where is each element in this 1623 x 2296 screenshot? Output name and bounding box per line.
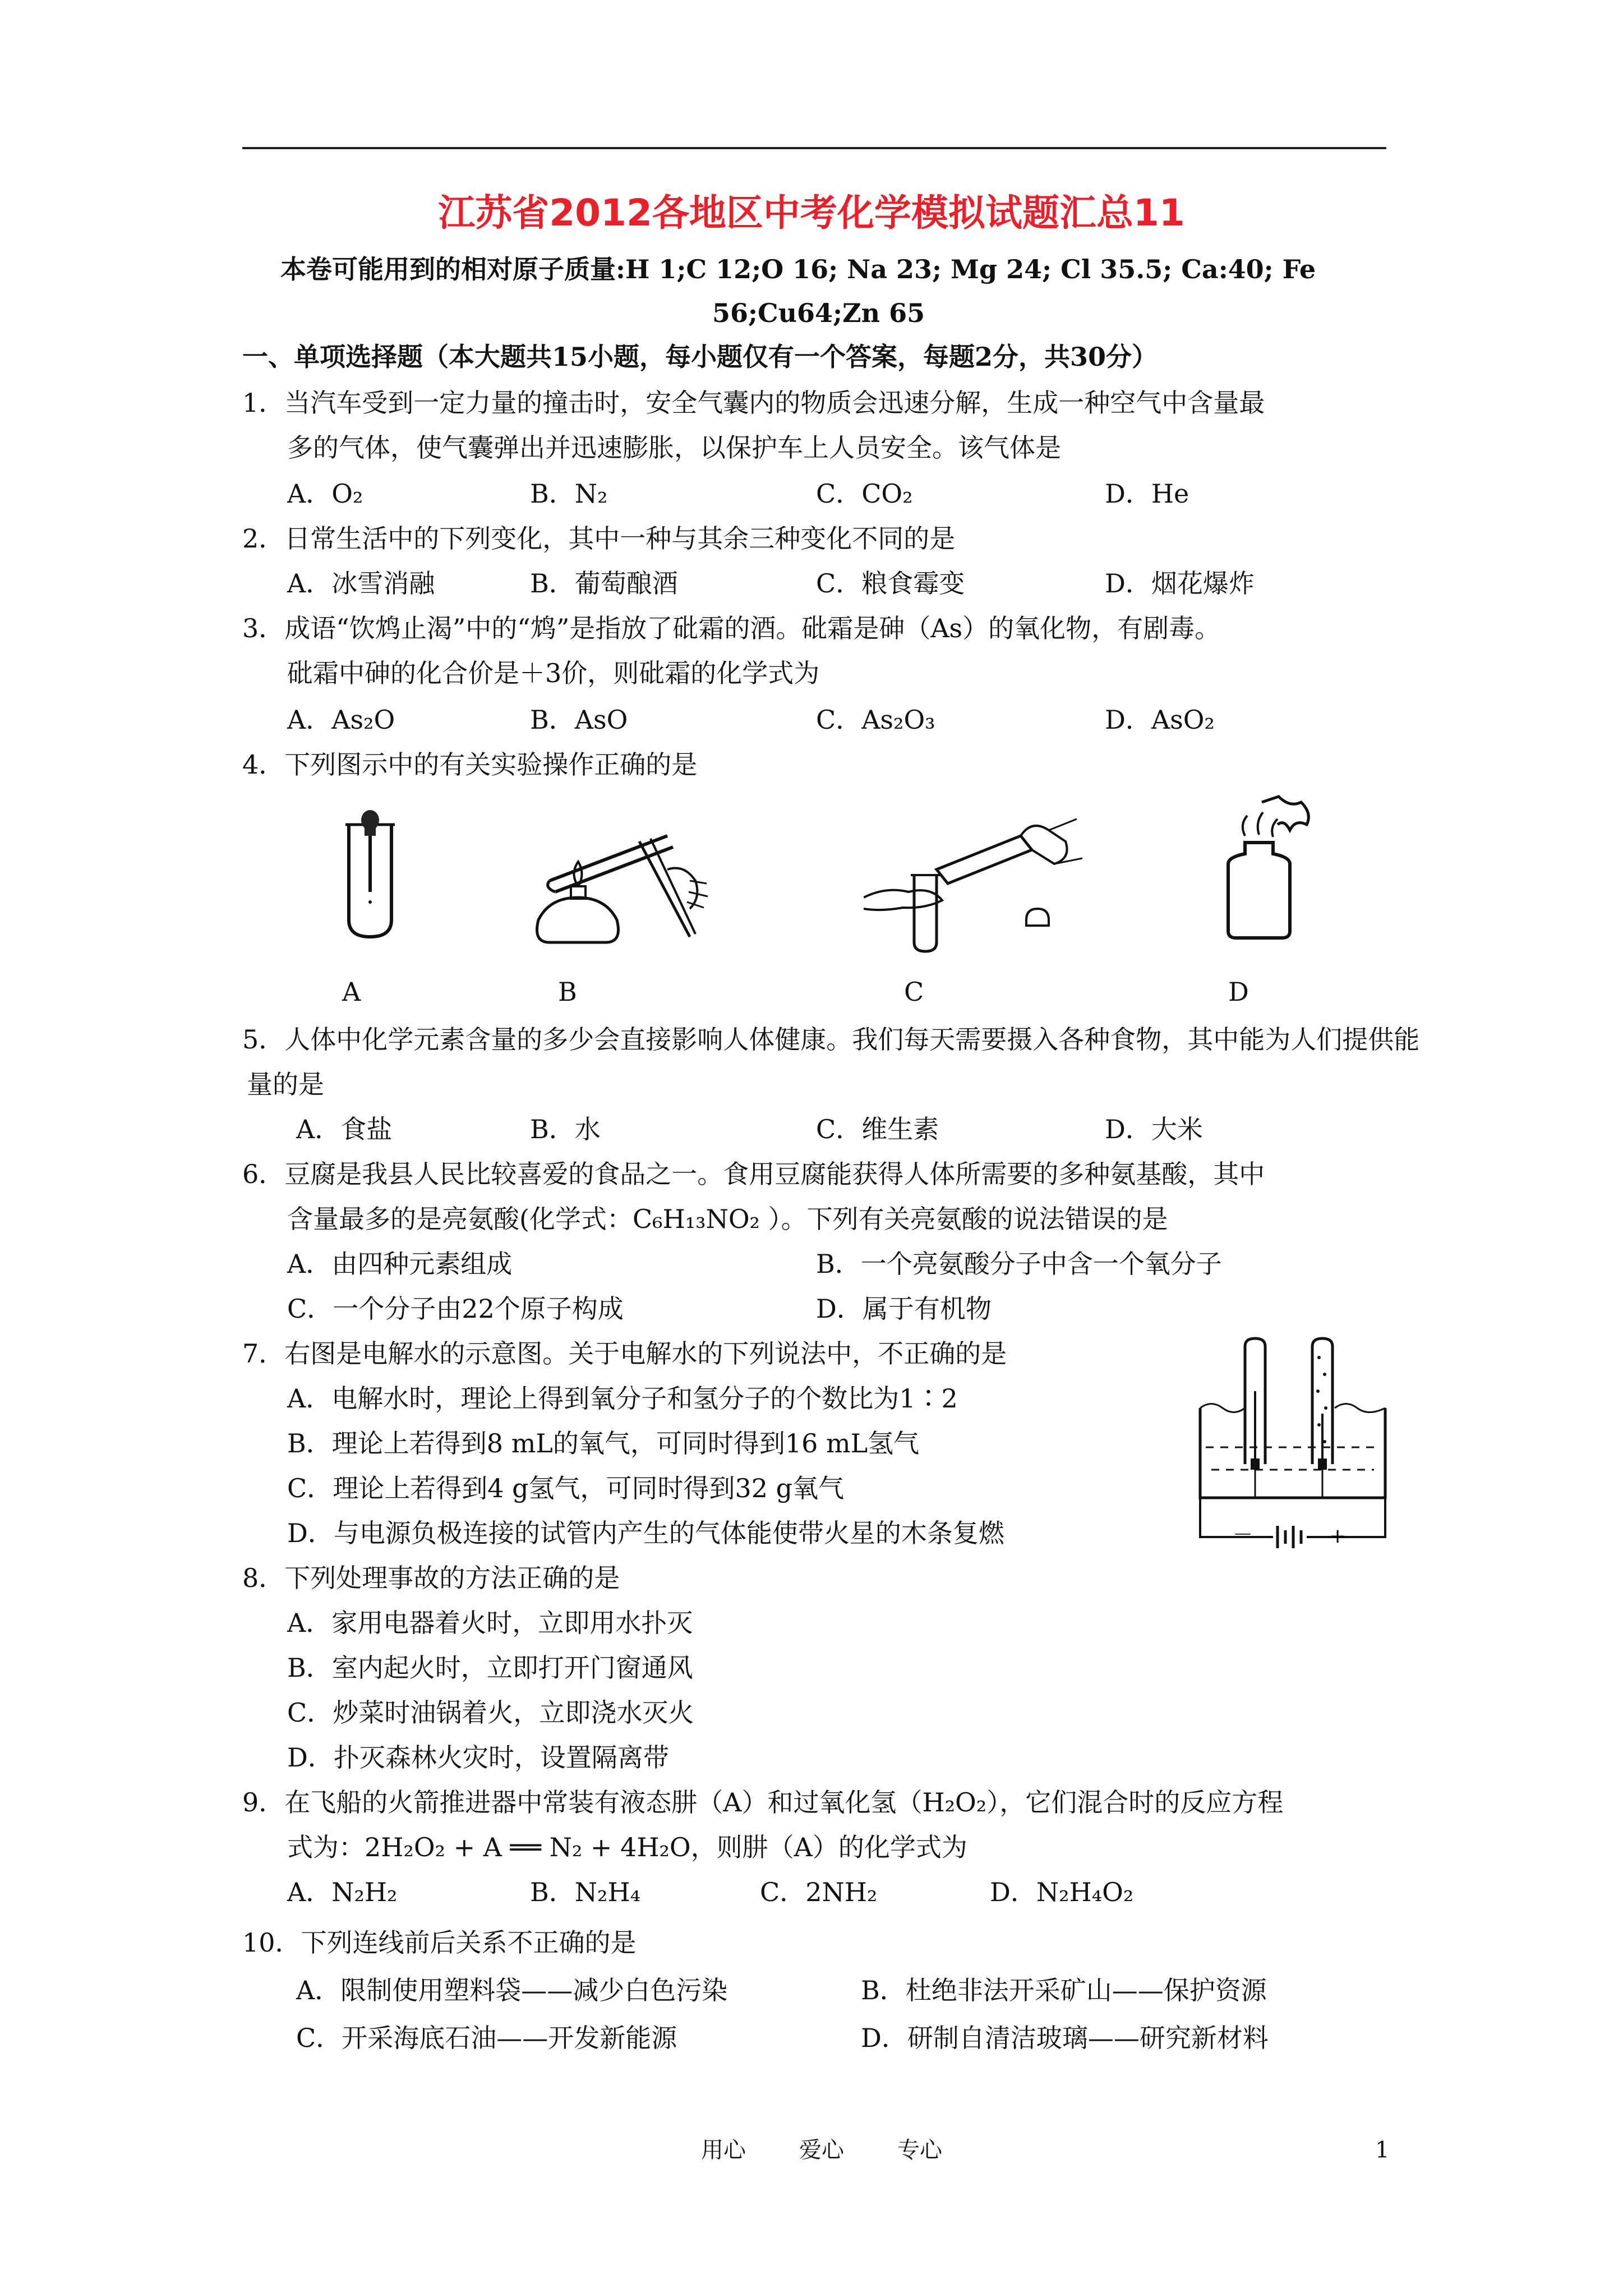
q1-option-b: B．N₂ (530, 478, 608, 509)
fig-d-label: D (1228, 977, 1249, 1007)
q9-option-a: A．N₂H₂ (287, 1877, 398, 1907)
q5-option-b: B．水 (530, 1114, 601, 1144)
footer-motto-2: 爱心 (799, 2137, 844, 2163)
footer-motto-1: 用心 (701, 2137, 746, 2163)
q6-stem-line1: 6．豆腐是我县人民比较喜爱的食品之一。食用豆腐能获得人体所需要的多种氨基酸，其中 (242, 1159, 1265, 1189)
q5-stem-line2: 量的是 (247, 1069, 324, 1099)
q5-option-c: C．维生素 (816, 1114, 939, 1144)
q1-option-c: C．CO₂ (816, 478, 913, 509)
section-title: 一、单项选择题（本大题共15小题，每小题仅有一个答案，每题2分，共30分） (242, 342, 1158, 372)
q6-option-b: B．一个亮氨酸分子中含一个氧分子 (816, 1249, 1222, 1279)
q2-stem: 2．日常生活中的下列变化，其中一种与其余三种变化不同的是 (242, 523, 956, 554)
q8-stem: 8．下列处理事故的方法正确的是 (242, 1563, 620, 1593)
q7-option-b: B．理论上若得到8 mL的氧气，可同时得到16 mL氢气 (287, 1428, 920, 1458)
q2-option-a: A．冰雪消融 (287, 568, 435, 599)
q8-option-a: A．家用电器着火时，立即用水扑灭 (287, 1608, 693, 1638)
q7-option-c: C．理论上若得到4 g氢气，可同时得到32 g氧气 (287, 1473, 845, 1503)
q5-option-d: D．大米 (1105, 1114, 1203, 1144)
q3-option-d: D．AsO₂ (1105, 705, 1215, 735)
q7-option-a: A．电解水时，理论上得到氧分子和氢分子的个数比为1∶2 (287, 1383, 958, 1414)
fig-b-heating-tube (527, 808, 729, 954)
q1-stem-line2: 多的气体，使气囊弹出并迅速膨胀，以保护车上人员安全。该气体是 (287, 432, 1061, 463)
q9-option-d: D．N₂H₄O₂ (990, 1877, 1134, 1907)
q5-stem-line1: 5．人体中化学元素含量的多少会直接影响人体健康。我们每天需要摄入各种食物，其中能为人们提供能 (242, 1024, 1420, 1055)
q1-option-a: A．O₂ (287, 478, 363, 509)
q7-stem: 7．右图是电解水的示意图。关于电解水的下列说法中，不正确的是 (242, 1338, 1007, 1369)
q3-option-b: B．AsO (530, 705, 628, 735)
q10-option-b: B．杜绝非法开采矿山——保护资源 (861, 1975, 1267, 2005)
q8-option-b: B．室内起火时，立即打开门窗通风 (287, 1653, 693, 1683)
minus-sign: － (1233, 1524, 1253, 1547)
q7-option-d: D．与电源负极连接的试管内产生的气体能使带火星的木条复燃 (287, 1518, 1004, 1548)
page-number: 1 (1375, 2137, 1390, 2163)
q9-option-b: B．N₂H₄ (530, 1877, 641, 1907)
q9-stem-line1: 9．在飞船的火箭推进器中常装有液态肼（A）和过氧化氢（H₂O₂），它们混合时的反应方程 (242, 1787, 1284, 1818)
q9-stem-line2: 式为：2H₂O₂ + A ══ N₂ + 4H₂O，则肼（A）的化学式为 (287, 1832, 967, 1862)
fig-a-label: A (342, 977, 361, 1007)
fig-a-dropper-in-tube (336, 808, 404, 942)
q10-option-d: D．研制自清洁玻璃——研究新材料 (861, 2023, 1269, 2053)
q1-stem-line1: 1．当汽车受到一定力量的撞击时，安全气囊内的物质会迅速分解，生成一种空气中含量最 (242, 388, 1265, 418)
q8-option-d: D．扑灭森林火灾时，设置隔离带 (287, 1742, 669, 1773)
fig-c-label: C (904, 977, 924, 1007)
atomic-mass-line2: 56;Cu64;Zn 65 (712, 298, 925, 328)
q2-option-d: D．烟花爆炸 (1105, 568, 1255, 599)
q10-option-c: C．开采海底石油——开发新能源 (296, 2023, 677, 2053)
q1-option-d: D．He (1105, 478, 1189, 509)
atomic-mass-line1: 本卷可能用到的相对原子质量:H 1;C 12;O 16; Na 23; Mg 24; Cl 35.5; Ca:40; Fe (280, 254, 1316, 284)
q3-option-c: C．As₂O₃ (816, 705, 935, 735)
q6-option-d: D．属于有机物 (816, 1294, 992, 1324)
footer-motto-3: 专心 (897, 2137, 942, 2163)
electrolysis-diagram (1195, 1335, 1408, 1548)
q3-stem-line1: 3．成语“饮鸩止渴”中的“鸩”是指放了砒霜的酒。砒霜是砷（As）的氧化物，有剧毒。 (242, 613, 1221, 643)
q10-option-a: A．限制使用塑料袋——减少白色污染 (296, 1975, 728, 2005)
fig-c-pouring-liquid (864, 808, 1088, 954)
q6-option-a: A．由四种元素组成 (287, 1249, 513, 1279)
q9-option-c: C．2NH₂ (760, 1877, 878, 1907)
plus-sign: + (1329, 1525, 1347, 1548)
q6-option-c: C．一个分子由22个原子构成 (287, 1294, 624, 1324)
q2-option-b: B．葡萄酿酒 (530, 568, 678, 599)
q3-stem-line2: 砒霜中砷的化合价是＋3价，则砒霜的化学式为 (287, 658, 820, 688)
q3-option-a: A．As₂O (287, 705, 395, 735)
page-title: 江苏省2012各地区中考化学模拟试题汇总11 (438, 191, 1185, 234)
q2-option-c: C．粮食霉变 (816, 568, 965, 599)
q10-stem: 10．下列连线前后关系不正确的是 (242, 1927, 637, 1958)
q8-option-c: C．炒菜时油锅着火，立即浇水灭火 (287, 1697, 694, 1728)
q4-stem: 4．下列图示中的有关实验操作正确的是 (242, 749, 698, 780)
q6-stem-line2: 含量最多的是亮氨酸(化学式：C₆H₁₃NO₂ ）。下列有关亮氨酸的说法错误的是 (287, 1204, 1168, 1234)
fig-b-label: B (558, 977, 577, 1007)
header-rule (242, 147, 1386, 149)
q5-option-a: A．食盐 (296, 1114, 393, 1144)
fig-d-smelling-gas (1211, 791, 1324, 948)
